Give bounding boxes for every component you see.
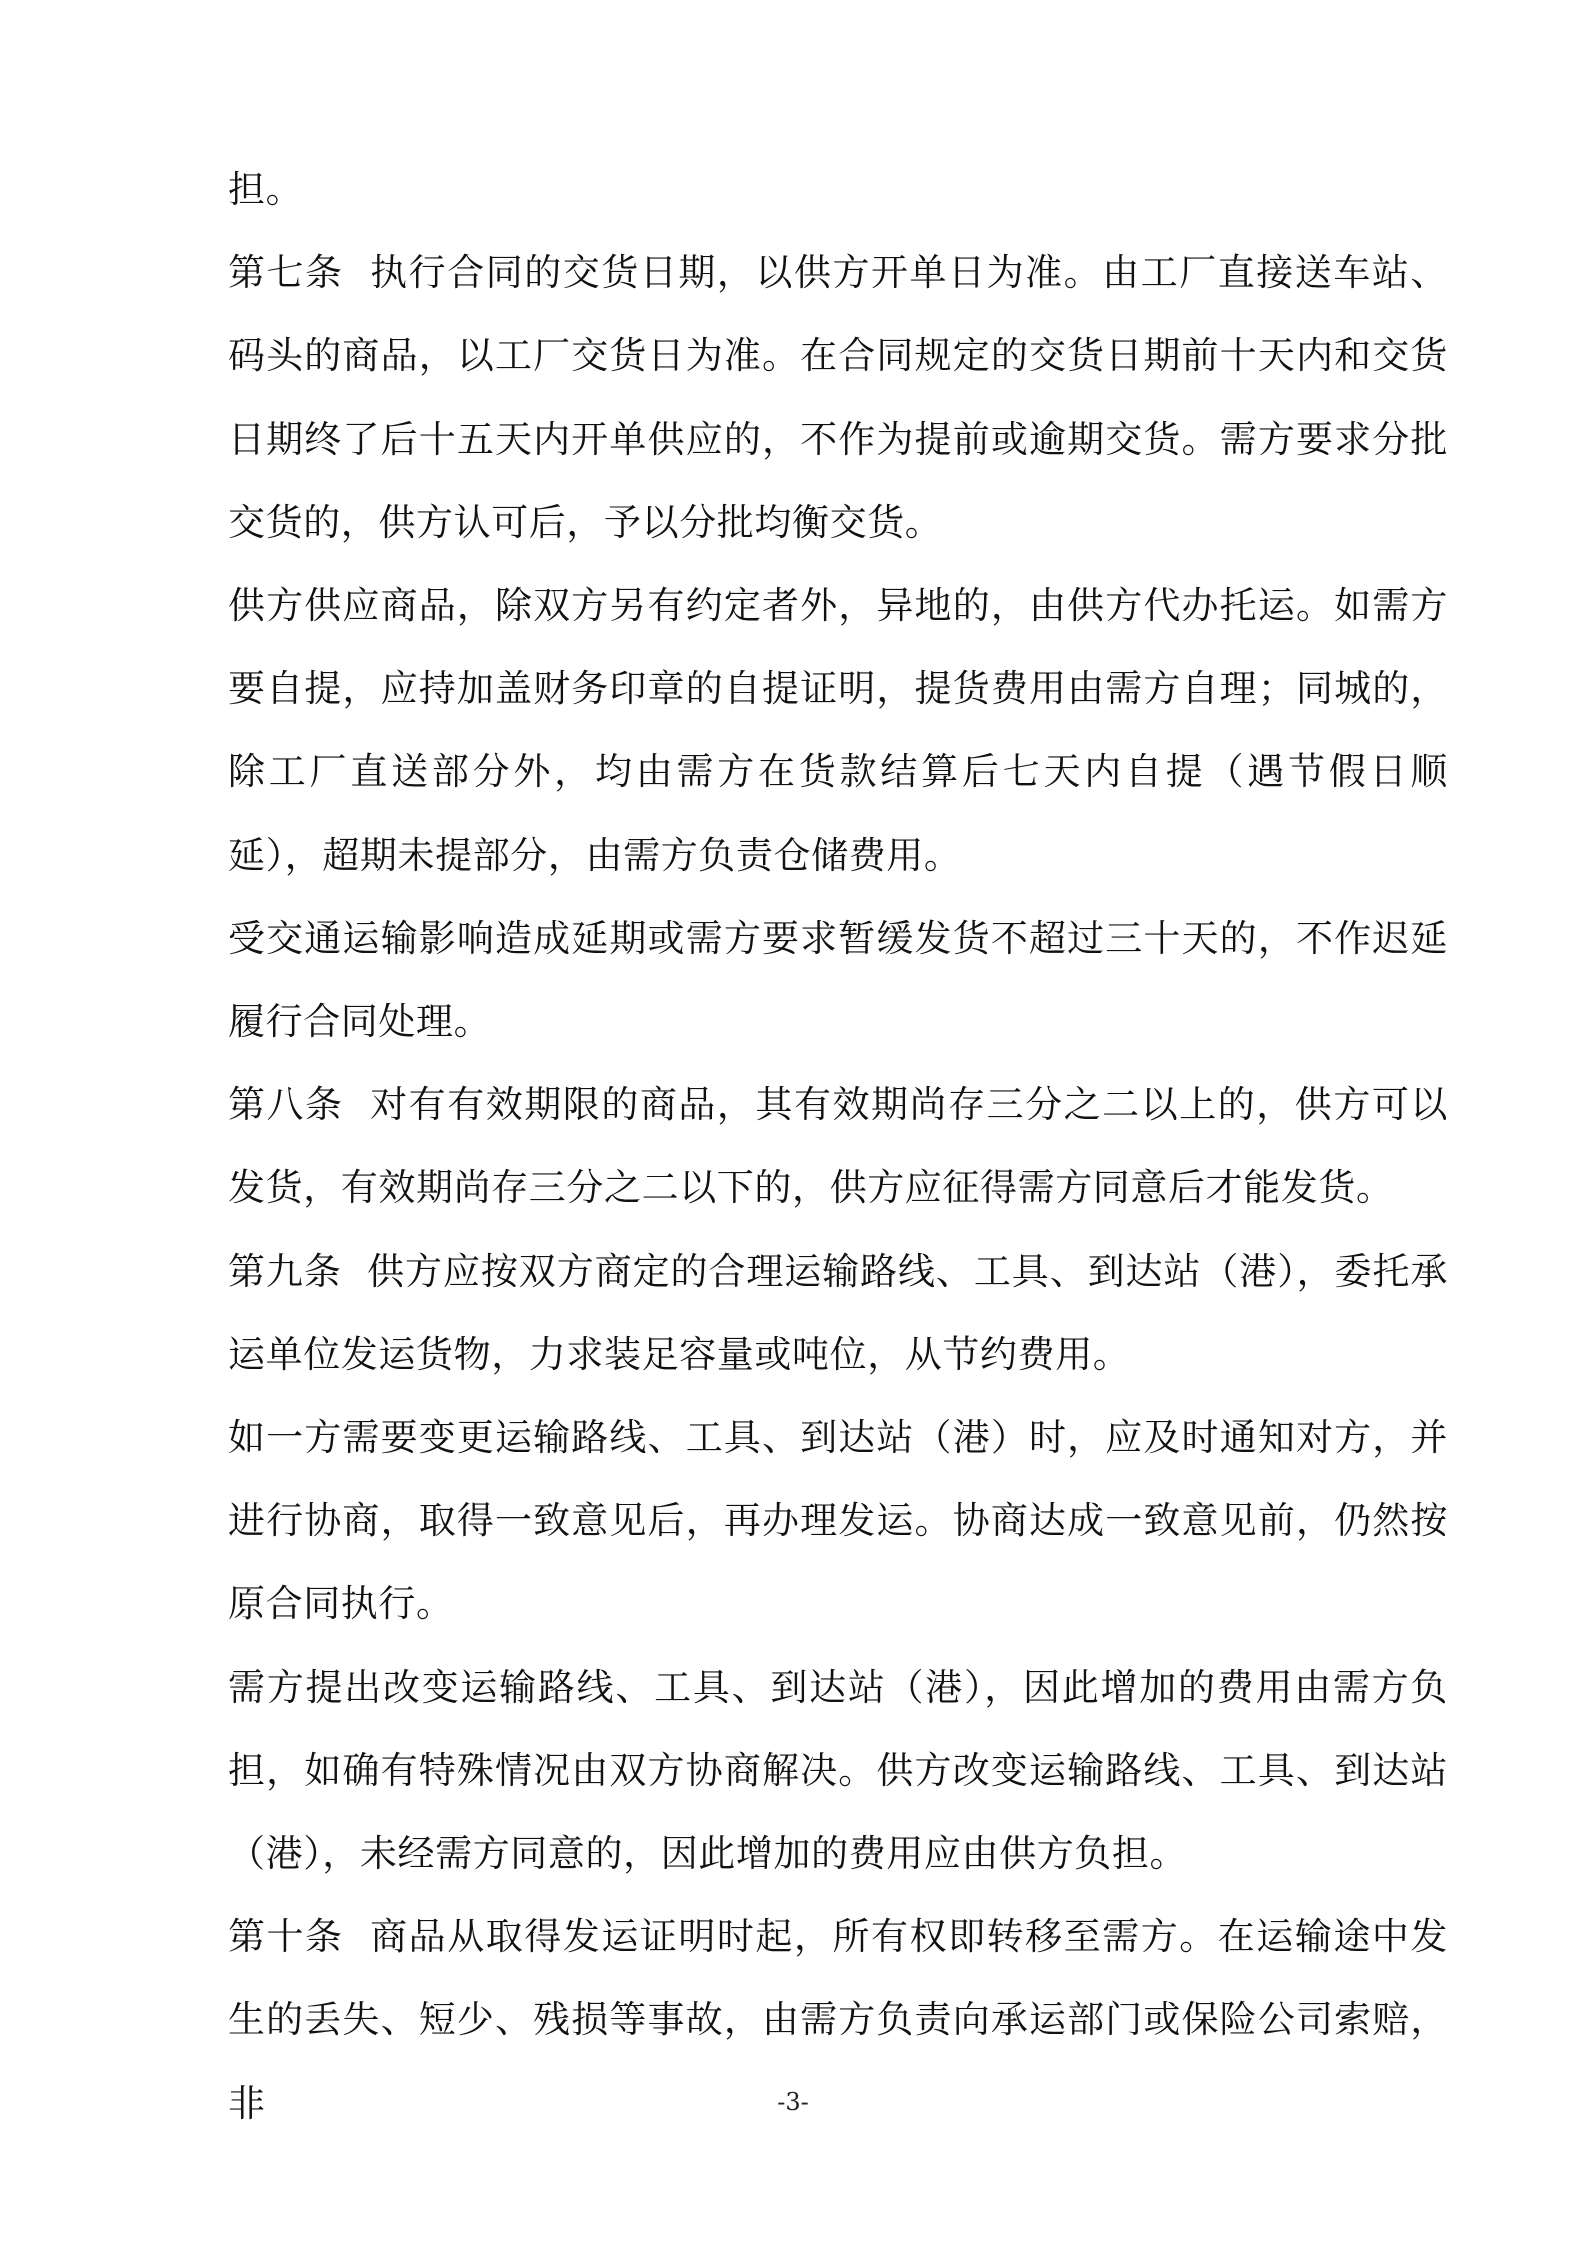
paragraph: 供方供应商品，除双方另有约定者外，异地的，由供方代办托运。如需方要自提，应持加盖财务印章的自提证明，提货费用由需方自理；同城的，除工厂直送部分外，均由需方在货款结算后七天内自提（遇节假日顺延），超期未提部分，由需方负责仓储费用。 [228,584,1448,877]
paragraph: 需方提出改变运输路线、工具、到达站（港），因此增加的费用由需方负担，如确有特殊情况由双方协商解决。供方改变运输路线、工具、到达站（港），未经需方同意的，因此增加的费用应由供方负担。 [228,1665,1448,1876]
document-body [228,148,1448,2145]
paragraph-article-9: 第九条 供方应按双方商定的合理运输路线、工具、到达站（港），委托承运单位发运货物，力求装足容量或吨位，从节约费用。 [228,1249,1448,1376]
page-number: -3- [777,2088,809,2116]
paragraph: 如一方需要变更运输路线、工具、到达站（港）时，应及时通知对方，并进行协商，取得一致意见后，再办理发运。协商达成一致意见前，仍然按原合同执行。 [228,1416,1448,1626]
paragraph-article-10: 第十条 商品从取得发运证明时起，所有权即转移至需方。在运输途中发生的丢失、短少、残损等事故，由需方负责向承运部门或保险公司索赔，非 [228,1915,1448,2125]
paragraph: 担。 [228,168,304,211]
paragraph: 受交通运输影响造成延期或需方要求暂缓发货不超过三十天的，不作迟延履行合同处理。 [228,916,1448,1044]
paragraph-article-8: 第八条 对有有效期限的商品，其有效期尚存三分之二以上的，供方可以发货，有效期尚存三分之二以下的，供方应征得需方同意后才能发货。 [228,1083,1448,1210]
paragraph-article-7: 第七条 执行合同的交货日期，以供方开单日为准。由工厂直接送车站、码头的商品，以工厂交货日为准。在合同规定的交货日期前十天内和交货日期终了后十五天内开单供应的，不作为提前或逾期交货。需方要求分批交货的，供方认可后，予以分批均衡交货。 [228,251,1448,544]
